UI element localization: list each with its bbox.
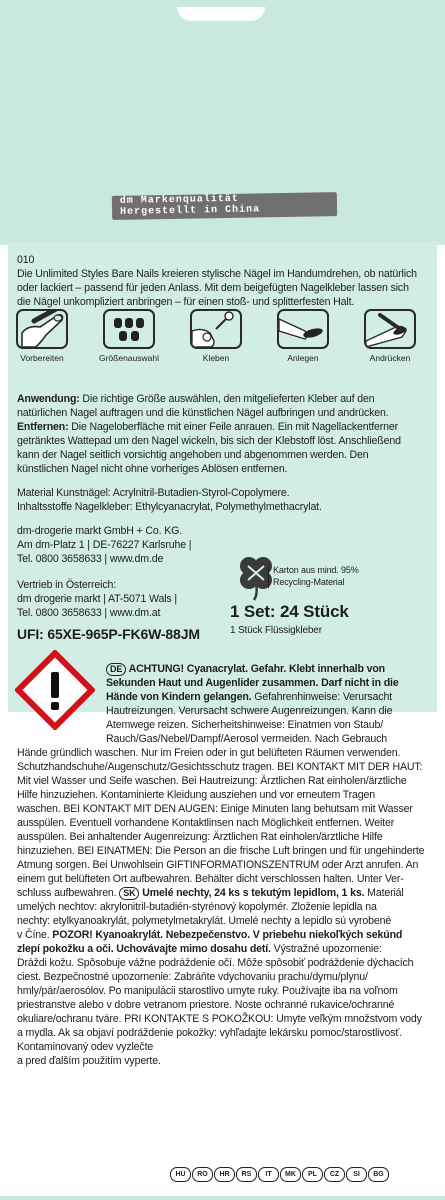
stamp-line-1: dm Markenqualität [119, 193, 240, 207]
step-label: Anlegen [287, 353, 319, 363]
warning-de-line-7: Hände gründlich waschen. Nur im Freien oder in gut belüfteten Räumen verwenden. [17, 747, 401, 759]
warning-sk-line-7: ciest. Bezpečnostné upozornenie: Zabráňte vdychovaniu prachu/dymu/plynu/ [17, 971, 368, 983]
warning-sk-line-8: hmly/pár/aerosólov. Po manipulácii starostlivo umyte ruky. Používajte iba na voľnom [17, 985, 398, 997]
step-size [97, 309, 161, 363]
warning-de-line-14: hinzuziehen. BEI EINATMEN: Die Person an die frische Luft bringen und für ungehinderte [17, 845, 425, 857]
recycling-text [268, 564, 359, 588]
step-label: Vorbereiten [20, 353, 64, 363]
warning-sk-pozor-2: zlepí pokožku a oči. Uchovávajte mimo dosahu detí. [17, 943, 271, 955]
lang-badge: HR [214, 1167, 235, 1182]
warning-sk-line-2: umelých nechtov: akrylonitril-butadién-styrénový kopolymér. Zloženie lepidla na [17, 901, 377, 913]
lang-badge: RO [192, 1167, 213, 1182]
warning-sk-line-3: nechty: etylkyanoakrylát, polymetylmetakrylát. Umelé nechty a lepidlo sú vyrobené [17, 915, 392, 927]
apply-nail-icon [277, 309, 329, 349]
recycling-line-1: Karton aus mind. 95% [273, 565, 359, 575]
warning-sk-origin: v Číne. [17, 929, 50, 941]
warning-de-text: ACHTUNG! Cyanacrylat. Gefahr. Klebt innerhalb von [128, 663, 385, 675]
remove-line-3: kann der Nagel seitlich vorsichtig angehoben und abgenommen werden. Den [17, 449, 369, 461]
material-line-1: Material Kunstnägel: Acrylnitril-Butadien-Styrol-Copolymere. [17, 487, 290, 499]
warning-sk-pozor: POZOR! Kyanoakrylát. Nebezpečenstvo. V priebehu niekoľkých sekúnd [49, 929, 403, 941]
glue-bottle-icon [190, 309, 242, 349]
step-apply [271, 309, 335, 363]
stamp-line-2: Hergestellt in China [119, 204, 261, 218]
intro-line-1: Die Unlimited Styles Bare Nails kreieren stylische Nägel im Handumdrehen, ob natürlich [17, 268, 417, 280]
content-glue: 1 Stück Flüssigkleber [230, 625, 322, 636]
nail-sizes-icon [103, 309, 155, 349]
warning-sk-line-10: okuliare/ochranu tváre. PRI KONTAKTE S POKOŽKOU: Umyte veľkým množstvom vody [17, 1013, 422, 1025]
warning-de-line-6: Rauch/Gas/Nebel/Dampf/Aerosol vermeiden. Nach Gebrauch [106, 733, 388, 745]
warning-de-line-11: waschen. BEI KONTAKT MIT DEN AUGEN: Einige Minuten lang behutsam mit Wasser [17, 803, 413, 815]
remove-line-4: künstlichen Nagel nicht ohne vorheriges Ablösen entfernen. [17, 463, 288, 475]
ufi-code: UFI: 65XE-965P-FK6W-88JM [17, 626, 200, 642]
lang-badge: SI [346, 1167, 367, 1182]
warning-de-hazard: Gefahrenhinweise: Verursacht [251, 691, 392, 703]
company-contact: Tel. 0800 3658633 | www.dm.de [17, 553, 164, 565]
lang-badge: CZ [324, 1167, 345, 1182]
warning-de-line-8: Schutzhandschuhe/Augenschutz/Gesichtsschutz tragen. BEI KONTAKT MIT DER HAUT: [17, 761, 423, 773]
country-sk-badge: SK [119, 887, 139, 900]
lang-badge: MK [280, 1167, 301, 1182]
remove-line-1 [17, 420, 398, 435]
usage-line-1 [17, 392, 375, 407]
lang-badge: PL [302, 1167, 323, 1182]
company-name: dm-drogerie markt GmbH + Co. KG. [17, 525, 183, 537]
press-nail-icon [364, 309, 416, 349]
warning-de-line-13: ausspülen. Bei anhaltender Augenreizung: Ärztlichen Rat einholen/ärztliche Hilfe [17, 831, 383, 843]
warning-sk-head-tail: Materiál [364, 887, 404, 899]
application-steps [8, 309, 437, 369]
content-set: 1 Set: 24 Stück [230, 602, 349, 621]
product-code: 010 [17, 254, 35, 266]
warning-de-line-4: Hautreizungen. Verursacht schwere Augenreizungen. Kann die [106, 705, 393, 717]
warning-de-line-2: Sekunden Haut und Augenlider zusammen. Darf nicht in die [106, 677, 399, 689]
hanging-tab [0, 0, 445, 245]
austria-name: dm drogerie markt | AT-5071 Wals | [17, 593, 177, 605]
warning-de-line-5: Atemwege reizen. Sicherheitshinweise: Einatmen von Staub/ [106, 719, 384, 731]
recycling-line-2: Recycling-Material [273, 577, 345, 587]
step-label: Größenauswahl [98, 353, 159, 363]
warning-sk-line-9: priestranstve alebo v dobre vetranom priestore. Noste ochranné rukavice/ochranné [17, 999, 395, 1011]
warning-de-line-15: Atmung sorgen. Bei Unwohlsein GIFTINFORMATIONSZENTRUM oder Arzt anrufen. An [17, 859, 419, 871]
warning-de-line-1 [106, 662, 385, 677]
usage-title: Anwendung: [17, 393, 80, 405]
step-press [358, 309, 422, 363]
intro-line-3: die Nägel unkompliziert anbringen – für einen stoß- und splitterfesten Halt. [17, 296, 355, 308]
quality-stamp [112, 192, 337, 220]
warning-sk-line-5 [17, 942, 382, 957]
warning-sk-line-6: Dráždi kožu. Spôsobuje vážne podráždenie očí. Môže spôsobiť podráždenie dýchacích [17, 957, 414, 969]
warning-sk-head: Umelé nechty, 24 ks s tekutým lepidlom, 1 ks. [142, 887, 365, 899]
warning-de-line-10: Hilfe hinzuziehen. Kontaminierte Kleidung ausziehen und vor erneutem Tragen [17, 789, 375, 801]
bottom-edge [0, 1196, 445, 1200]
warning-de-line-12: ausspülen. Eventuell vorhandene Kontaktlinsen nach Möglichkeit entfernen. Weiter [17, 817, 395, 829]
warning-sk-line-1 [17, 886, 404, 901]
lang-badge: HU [170, 1167, 191, 1182]
remove-text: Die Nageloberfläche mit einer Feile anrauen. Ein mit Nagellackentferner [68, 421, 399, 433]
warning-de-line-16: einem gut belüfteten Ort aufbewahren. Behälter dicht verschlossen halten. Unter Ver- [17, 873, 404, 885]
step-glue [184, 309, 248, 363]
warning-sk-line-4 [17, 928, 402, 943]
lang-badge: IT [258, 1167, 279, 1182]
company-address: Am dm-Platz 1 | DE-76227 Karlsruhe | [17, 539, 192, 551]
nail-file-hand-icon [16, 309, 68, 349]
label-panel [8, 242, 437, 1200]
step-prepare [10, 309, 74, 363]
warning-de-line-9: Mit viel Wasser und Seife waschen. Bei Hautreizung: Ärztlichen Rat einholen/ärztliche [17, 775, 407, 787]
warning-sk-pozor-tail: Výstražné upozornenie: [270, 943, 382, 955]
warning-sk-line-13: a pred ďalším použitím vyperte. [17, 1055, 161, 1067]
warning-de-last: schluss aufbewahren. [17, 887, 117, 899]
ghs-exclamation-icon [15, 650, 95, 730]
warning-de-line-3 [106, 690, 392, 705]
remove-line-2: getränktes Wattepad um den Nagel wickeln, bis sich der Klebstoff löst. Anschließend [17, 435, 401, 447]
material-line-2: Inhaltsstoffe Nagelkleber: Ethylcyanacrylat, Polymethylmethacrylat. [17, 501, 322, 513]
lang-badge: RS [236, 1167, 257, 1182]
usage-text: Die richtige Größe auswählen, den mitgelieferten Kleber auf den [79, 393, 375, 405]
step-label: Kleben [202, 353, 230, 363]
country-de-badge: DE [106, 663, 126, 676]
austria-contact: Tel. 0800 3658633 | www.dm.at [17, 607, 161, 619]
warning-sk-line-11: a mydla. Ak sa objaví podráždenie pokožky: vyhľadajte lekársku pomoc/starostlivosť. [17, 1027, 403, 1039]
usage-line-2: natürlichen Nagel auftragen und die künstlichen Nägel aufbringen und andrücken. [17, 407, 389, 419]
warning-sk-line-12: Kontaminovaný odev vyzlečte [17, 1041, 154, 1053]
austria-title: Vertrieb in Österreich: [17, 579, 116, 591]
lang-badge: BG [368, 1167, 389, 1182]
hang-hole [177, 7, 265, 21]
intro-line-2: oder lackiert – passend für jeden Anlass. Mit dem beigefügten Nagelkleber lassen sich [17, 282, 409, 294]
remove-title: Entfernen: [17, 421, 69, 433]
warning-de-bold: Hände von Kindern gelangen. [106, 691, 252, 703]
step-label: Andrücken [369, 353, 411, 363]
